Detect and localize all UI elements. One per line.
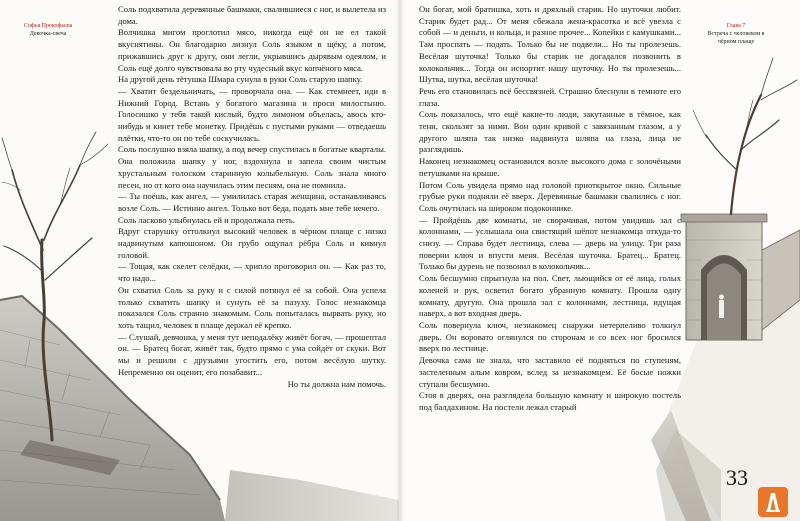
paragraph: Он богат, мой братишка, хоть и дряхлый старик. Но шуточки любит. Старик будет рад... От меня сбежала жена-красотка и всё увезла с собой — и деньги, и кольца, и разное прочее... Копейки с камушками... Там проспать — подать. Только бы не подвели... Но ты пролезешь. Весёлая шуточка! Только бы старик не догадался позвонить в колокольчик... Тогда он испортит нашу шуточку. Но ты пролезешь... Шутка, шутка, весёлая шуточка! <box>419 4 681 85</box>
paragraph: На другой день тётушка Шмара сунула в руки Соль старую шапку. <box>118 74 363 85</box>
paragraph: Девочка сама не знала, что заставило её подняться по ступеням, застеленным алым ковром, вслед за незнакомцем. Её босые ножки ступали бесшумно. <box>419 355 681 389</box>
paragraph: — Хватит бездельничать, — проворчала она. — Как стемнеет, иди в Нижний Город. Встань у богатого магазина и проси милостыню. Голосишко у тебя такой кислый, будто лимоном объелась, авось кто-нибудь и кинет тебе монетку. Придёшь с пустыми руками — отведаешь плётки, что-то он по тебе соскучилась. <box>118 85 386 143</box>
paragraph: Соль послушно взяла шапку, а под вечер спустилась в богатые кварталы. Она положила шапку у ног, вздохнула и запела своим чистым хрустальным голоском старинную колыбельную. Соль знала много песен, но от кого она научилась этим песням, она не помнила. <box>118 144 386 190</box>
paragraph: Речь его становилась всё бессвязней. Страшно блеснули в темноте его глаза. <box>419 85 681 108</box>
paragraph: — Слушай, девчонка, у меня тут неподалёку живёт богач, — прошептал он. — Братец богат, живёт так, будто прямо с ума сойдёт от скуки. Вот мы и решили с друзьями угостить его, потом весёлую шутку. Непременно он оценит, его позабавит... <box>118 331 386 377</box>
right-text-column <box>419 4 681 414</box>
paragraph: Соль показалось, что ещё какие-то люди, закутанные в тёмное, как тени, скользят за ними. Вон один кривой с завязанным глазом, а у другого шляпа так низко надвинута шляпа на глаза, лица не разглядишь. <box>419 109 681 155</box>
paragraph: Наконец незнакомец остановился возле высокого дома с золочёными петушками на крыше. <box>419 156 681 178</box>
paragraph: Но ты должна нам помочь. <box>287 378 386 389</box>
right-page <box>401 0 800 521</box>
book-title: Девочка-свеча <box>29 31 67 37</box>
running-header-right <box>701 22 771 46</box>
paragraph: — Пройдёшь две комнаты, не сворачивая, потом увидишь зал с колоннами, — услышала она свистящий шёпот незнакомца откуда-то снизу. — Справа будет лестница, слева — дверь на улицу. Три раза поверни ключ и впусти меня. Весёлая шуточка. Братец... Братец. Только бы дурень не позвонил в колокольчик... <box>419 214 681 272</box>
chapter-title: Встреча с человеком в чёрном плаще <box>707 31 765 45</box>
paragraph: Соль повернула ключ, незнакомец снаружи нетерпеливо толкнул дверь. Он воровато оглянулся по сторонам и со всех ног бросился вверх по лестнице. <box>419 319 681 354</box>
logo-letter-icon <box>763 491 783 513</box>
paragraph: Он схватил Соль за руку и с силой потянул её за собой. Она успела только схватить шапку и сунуть её за пазуху. Голос незнакомца показался Соль странно знакомым. Соль попыталась вырвать руку, но хоть тащил, человек в плаще держал её крепко. <box>118 284 386 330</box>
paragraph: Волчишка мигом проглотил мясо, никогда ещё он не ел такой вкуснятины. Он благодарно лизнул Соль языком в щёку, а потом, прижавшись друг к другу, они легли, укрывшись дырявым одеялом, и Соль ещё долго чувствовала во рту чудесный вкус копчёного мяса. <box>118 27 386 73</box>
paragraph: Соль бесшумно спрыгнула на пол. Свет, льющийся от её лица, голых коленей и рук, осветил богато убранную комнату. Прошла одну комнату, другую. Она прошла зал с колоннами, лестница, идущая наверх, а вот входная дверь. <box>419 273 681 319</box>
paragraph: Соль ласково улыбнулась ей и продолжала петь. <box>118 214 295 225</box>
left-text-column <box>118 4 386 390</box>
paragraph: Стоя в дверях, она разглядела большую комнату и широкую постель под балдахином. На постели лежал старый <box>419 390 681 412</box>
paragraph: — Ты поёшь, как ангел, — умилилась старая женщина, останавливаясь возле Соль. — Истинно ангел. Только вот беда, подать мне тебе нечего. <box>118 191 386 213</box>
book-store-logo-icon <box>758 487 788 517</box>
paragraph: — Тощая, как скелет селёдки, — хрипло проговорил он. — Как раз то, что надо... <box>118 261 386 284</box>
paragraph: Соль подхватила деревянные башмаки, свалившиеся с ног, и вылетела из дома. <box>118 4 386 26</box>
chapter-number: Глава 7 <box>726 23 746 29</box>
page-number: 33 <box>726 465 748 490</box>
paragraph: Потом Соль увидела прямо над головой приоткрытое окно. Сильные грубые руки подняли её вверх. Деревянные башмаки свалились с ног. Соль очутилась на широком подоконнике. <box>419 179 681 213</box>
book-gutter <box>396 0 404 521</box>
author-name: Софья Прокофьева <box>23 23 73 29</box>
left-page <box>0 0 399 521</box>
paragraph: Вдруг старушку оттолкнул высокий человек в чёрном плаще с низко надвинутым капюшоном. Он грубо ощупал рёбра Соль и кивнул головой. <box>118 226 386 260</box>
running-header-left <box>8 22 88 38</box>
